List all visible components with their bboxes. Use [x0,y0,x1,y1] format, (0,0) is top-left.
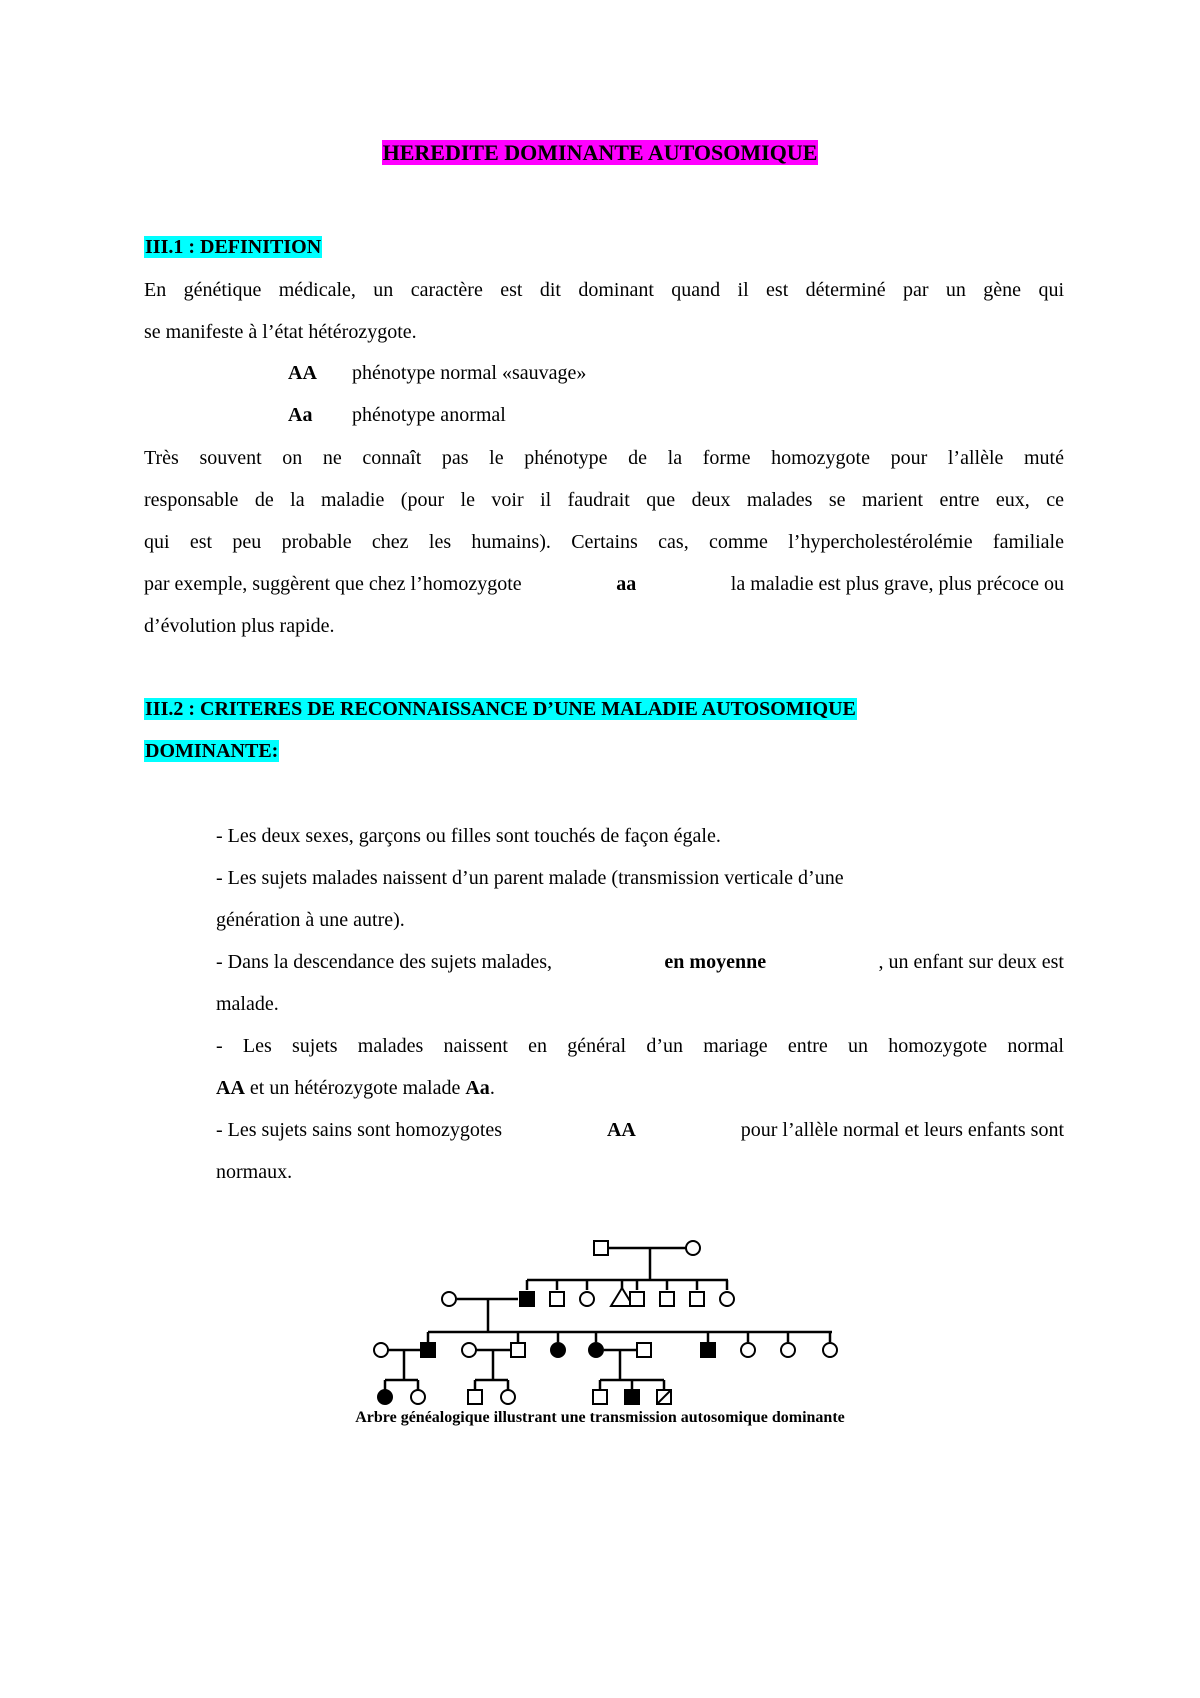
intro-line-1-text: En génétique médicale, un caractère est dit dominant quand il est déterminé par un gène qui [144,279,1064,301]
pedigree-female-affected [378,1390,392,1404]
phenotype-code-aa: AA [288,362,317,384]
pedigree-female-unaffected [374,1343,388,1357]
intro-line-2: se manifeste à l’état hétérozygote. [144,321,417,343]
pedigree-male-affected [421,1343,435,1357]
pedigree-female-unaffected [411,1390,425,1404]
criteria-bullet-5-line-2: normaux. [216,1161,293,1183]
pedigree-female-affected [551,1343,565,1357]
criteria-bullet-3-line-2: malade. [216,993,279,1015]
pedigree-male-unaffected [660,1292,674,1306]
bullet-3-bold: en moyenne [664,951,767,973]
bullet-3-part-c: , un enfant sur deux est [878,951,1064,973]
pedigree-female-unaffected [720,1292,734,1306]
pedigree-male-unaffected [637,1343,651,1357]
bullet-4-end: . [489,1077,495,1099]
pedigree-male-affected [520,1292,534,1306]
para-line-3-text: qui est peu probable chez les humains). Certains cas, comme l’hypercholestérolémie familiale [144,531,1064,553]
pedigree-male-unaffected [468,1390,482,1404]
genotype-AA: AA [216,1077,245,1099]
pedigree-female-unaffected [741,1343,755,1357]
para-line-5: d’évolution plus rapide. [144,615,335,637]
genotype-AA: AA [606,1119,636,1141]
para-line-4-part-c: la maladie est plus grave, plus précoce ou [730,573,1064,595]
para-line-2-text: responsable de la maladie (pour le voir il faudrait que deux malades se marient entre eux, ce [144,489,1064,511]
criteria-bullet-2-line-1: - Les sujets malades naissent d’un parent malade (transmission verticale d’une [216,867,844,889]
pedigree-female-unaffected [823,1343,837,1357]
pedigree-male-unaffected [550,1292,564,1306]
criteria-bullet-1: - Les deux sexes, garçons ou filles sont touchés de façon égale. [216,825,721,847]
phenotype-label-abnormal: phénotype anormal [352,404,506,426]
pedigree-male-unaffected [593,1390,607,1404]
pedigree-male-unaffected [511,1343,525,1357]
pedigree-female-unaffected [442,1292,456,1306]
bullet-3-part-a: - Dans la descendance des sujets malades, [216,951,552,973]
pedigree-lines [385,1248,832,1390]
pedigree-male-affected [701,1343,715,1357]
pedigree-female-unaffected [580,1292,594,1306]
bullet-4-text: - Les sujets malades naissent en général d’un mariage entre un homozygote normal [216,1035,1064,1057]
bullet-4-mid: et un hétérozygote malade [244,1077,466,1099]
heading-text: III.2 : CRITERES DE RECONNAISSANCE D’UNE MALADIE AUTOSOMIQUE [145,698,856,720]
pedigree-female-unaffected [462,1343,476,1357]
phenotype-label-normal: phénotype normal «sauvage» [352,362,587,384]
pedigree-female-unaffected [781,1343,795,1357]
heading-text: III.1 : DEFINITION [145,236,322,258]
genotype-Aa: Aa [465,1077,490,1099]
criteria-bullet-2-line-2: génération à une autre). [216,909,405,931]
pedigree-female-unaffected [686,1241,700,1255]
genotype-aa-bold: aa [616,573,637,595]
figure-caption: Arbre généalogique illustrant une transmission autosomique dominante [355,1409,845,1426]
pedigree-male-unaffected [690,1292,704,1306]
para-line-4-part-a: par exemple, suggèrent que chez l’homozygote [144,573,522,595]
bullet-5-part-a: - Les sujets sains sont homozygotes [216,1119,503,1141]
heading-text: DOMINANTE: [145,740,279,762]
pedigree-female-affected [589,1343,603,1357]
bullet-5-part-c: pour l’allèle normal et leurs enfants sont [740,1119,1064,1141]
title-text: HEREDITE DOMINANTE AUTOSOMIQUE [382,140,818,165]
pedigree-male-unaffected [630,1292,644,1306]
para-line-1-text: Très souvent on ne connaît pas le phénotype de la forme homozygote pour l’allèle muté [144,447,1064,469]
pedigree-female-unaffected [501,1390,515,1404]
pedigree-male-affected [625,1390,639,1404]
pedigree-male-unaffected [594,1241,608,1255]
phenotype-code-aa-het: Aa [288,404,313,426]
